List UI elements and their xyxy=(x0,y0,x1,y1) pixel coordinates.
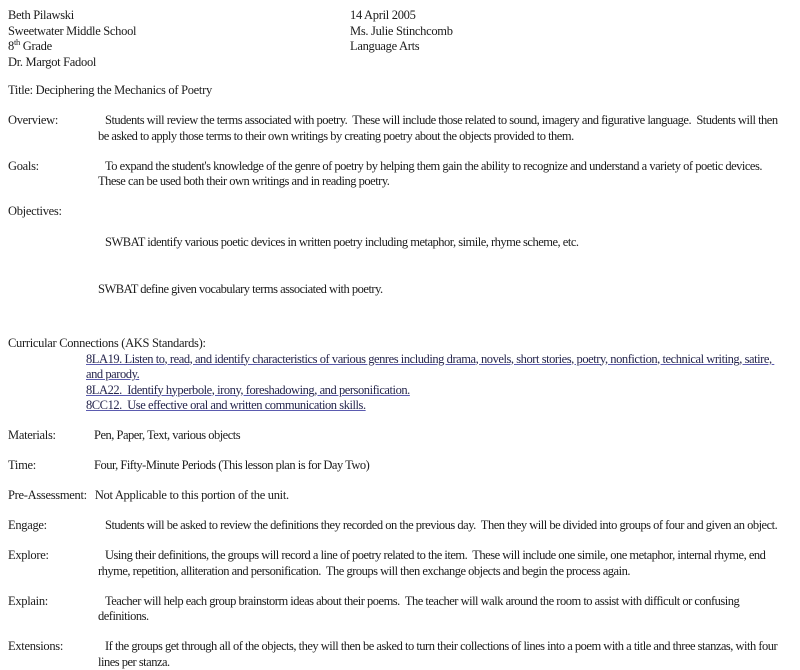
curricular-heading: Curricular Connections (AKS Standards): xyxy=(8,336,206,350)
section-extensions xyxy=(8,639,792,670)
subject-line: Language Arts xyxy=(350,39,420,53)
explain-label: Explain: xyxy=(8,593,48,608)
pre-assessment-label: Pre-Assessment: xyxy=(8,488,87,502)
section-overview xyxy=(8,113,792,144)
date-line: 14 April 2005 xyxy=(350,8,416,22)
section-time xyxy=(8,458,792,474)
grade-number: 8 xyxy=(8,39,14,53)
grade-ordinal-suffix: th xyxy=(13,36,20,47)
materials-text: Pen, Paper, Text, various objects xyxy=(94,428,241,442)
overview-label: Overview: xyxy=(8,113,59,127)
section-materials xyxy=(8,428,792,444)
objectives-label: Objectives: xyxy=(8,204,62,218)
explain-text: Teacher will help each group brainstorm ideas about their poems. The teacher will walk around the room to assist with difficult or confusing definitions. xyxy=(98,593,742,623)
objectives-text xyxy=(98,204,790,328)
school-name: Sweetwater Middle School xyxy=(8,23,137,38)
objective-line-1: SWBAT identify various poetic devices in written poetry including metaphor, simile, rhyme scheme, etc. xyxy=(105,235,579,249)
overview-text: Students will review the terms associated with poetry. These will include those related to sound, imagery and figurative language. Students will then be asked to apply those terms to their own writings by creating poetry about the objects provided to them. xyxy=(98,113,781,143)
extensions-text: If the groups get through all of the objects, they will then be asked to turn their collections of lines into a poem with a title and three stanzas, with four lines per stanza. xyxy=(98,639,780,669)
extensions-label: Extensions: xyxy=(8,639,64,653)
section-pre-assessment xyxy=(8,488,792,504)
section-curricular-connections xyxy=(8,336,792,414)
engage-text: Students will be asked to review the definitions they recorded on the previous day. Then they will be divided into groups of four and given an object. xyxy=(105,518,778,532)
supervisor-name: Dr. Margot Fadool xyxy=(8,54,97,69)
explore-label: Explore: xyxy=(8,548,49,562)
teacher-name: Ms. Julie Stinchcomb xyxy=(350,23,453,38)
aks-standard-8la22: 8LA22. Identify hyperbole, irony, foreshadowing, and personification. xyxy=(86,382,410,397)
aks-standards-list xyxy=(86,352,790,414)
engage-label: Engage: xyxy=(8,518,47,532)
section-explain xyxy=(8,594,792,625)
objective-line-2: SWBAT define given vocabulary terms associated with poetry. xyxy=(98,281,383,296)
time-label: Time: xyxy=(8,458,36,472)
document-title: Title: Deciphering the Mechanics of Poetry xyxy=(8,83,212,97)
section-explore xyxy=(8,548,792,579)
document-header xyxy=(8,8,792,70)
goals-label: Goals: xyxy=(8,158,39,173)
section-objectives xyxy=(8,204,792,328)
grade-label: Grade xyxy=(19,39,52,53)
pre-assessment-text: Not Applicable to this portion of the unit. xyxy=(94,488,289,502)
header-right-block xyxy=(350,8,453,55)
author-name: Beth Pilawski xyxy=(8,8,74,22)
goals-text: To expand the student's knowledge of the genre of poetry by helping them gain the ability to recognize and understand a variety of poetic devices. These can be used both their own writings and in reading poetry. xyxy=(98,158,765,188)
explore-text: Using their definitions, the groups will record a line of poetry related to the item. These will include one simile, one metaphor, internal rhyme, end rhyme, repetition, alliteration and personification. The groups will then exchange objects and begin the process again. xyxy=(98,548,769,578)
materials-label: Materials: xyxy=(8,428,56,442)
aks-standard-8la19: 8LA19. Listen to, read, and identify characteristics of various genres including drama, novels, short stories, poetry, nonfiction, technical writing, satire, and parody. xyxy=(86,351,775,381)
section-engage xyxy=(8,518,792,534)
section-goals xyxy=(8,159,792,190)
aks-standard-8cc12: 8CC12. Use effective oral and written communication skills. xyxy=(86,398,366,412)
time-text: Four, Fifty-Minute Periods (This lesson plan is for Day Two) xyxy=(94,458,370,472)
